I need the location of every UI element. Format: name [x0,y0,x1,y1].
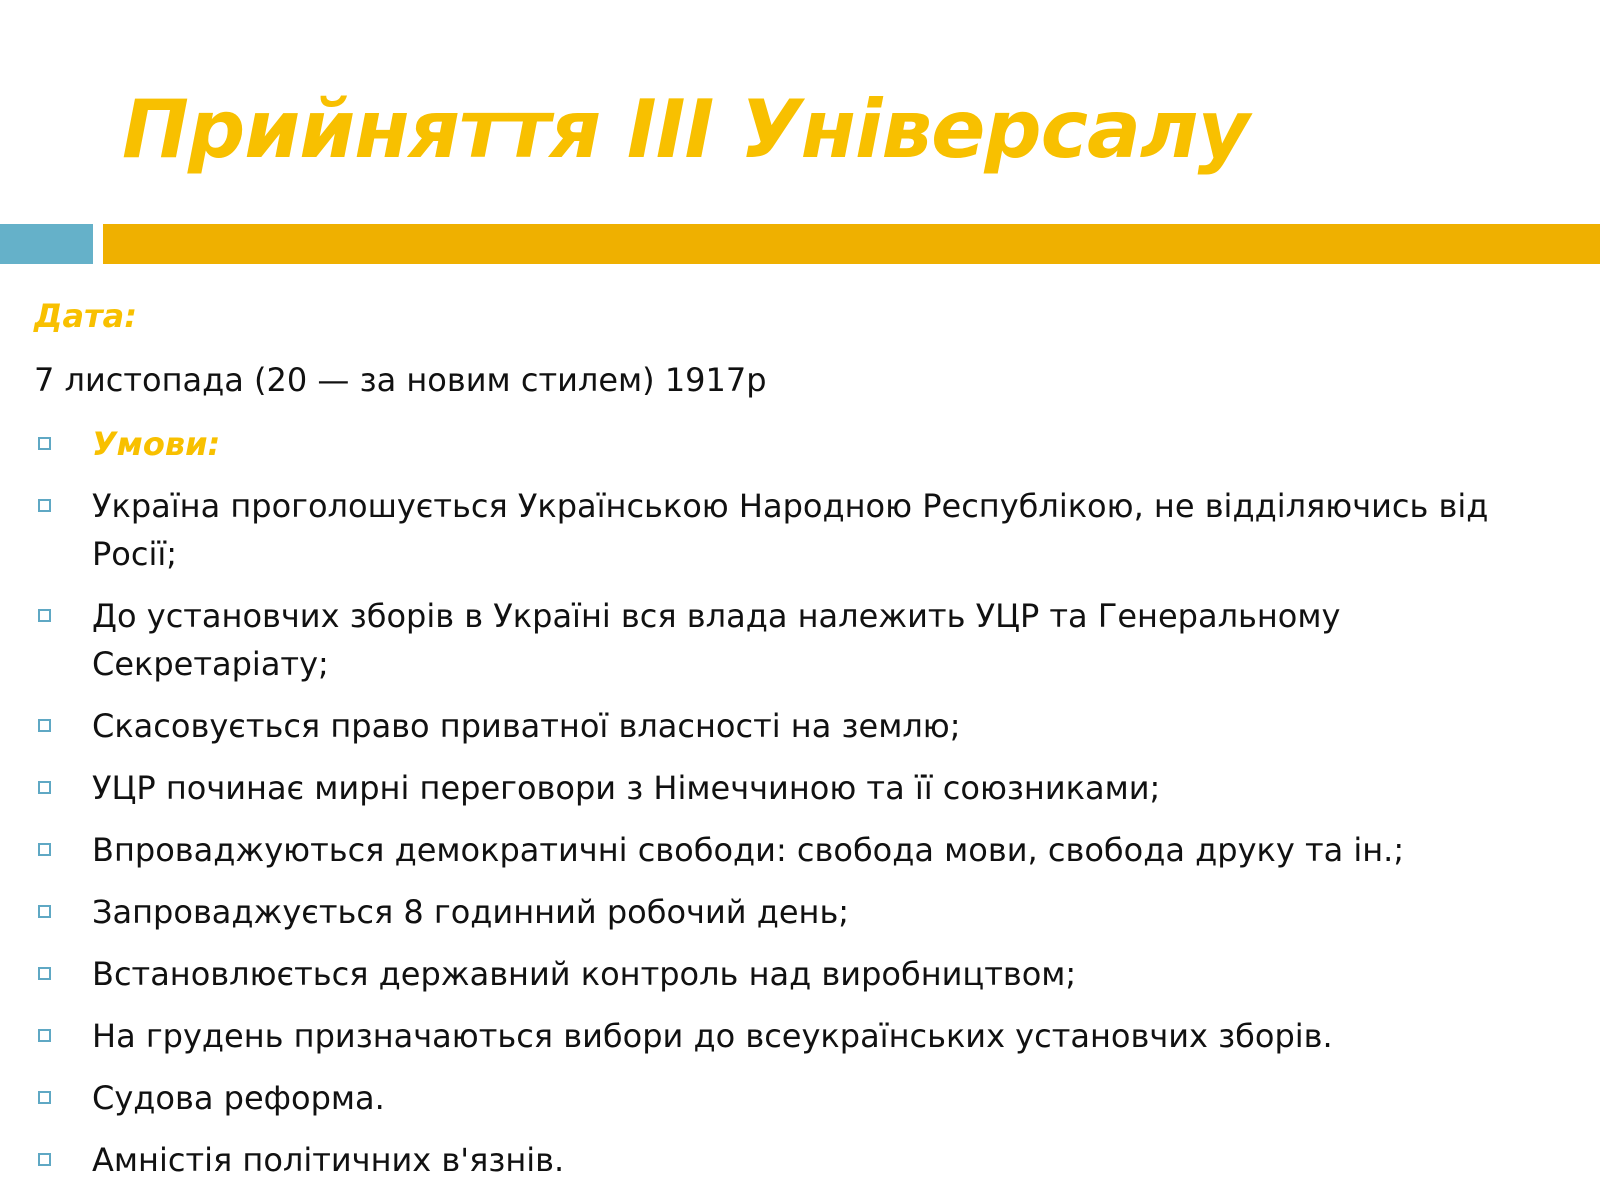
square-outline-bullet-icon [38,781,51,794]
list-item [34,1136,1554,1184]
square-outline-bullet-icon [38,437,51,450]
list-item [34,592,1554,688]
list-item-text: УЦР починає мирні переговори з Німеччиною та її союзниками; [92,769,1161,807]
square-outline-bullet-icon [38,843,51,856]
square-outline-bullet-icon [38,499,51,512]
list-item-text: Встановлюється державний контроль над виробництвом; [92,955,1077,993]
list-item-text: Судова реформа. [92,1079,385,1117]
conditions-list [34,420,1554,1184]
square-outline-bullet-icon [38,609,51,622]
list-item-text: На грудень призначаються вибори до всеукраїнських установчих зборів. [92,1017,1333,1055]
list-item [34,482,1554,578]
conditions-label: Умови: [92,425,221,463]
list-item [34,826,1554,874]
list-item-text: Скасовується право приватної власності на землю; [92,707,961,745]
square-outline-bullet-icon [38,1029,51,1042]
list-item-text: Амністія політичних в'язнів. [92,1141,565,1179]
square-outline-bullet-icon [38,1091,51,1104]
date-value: 7 листопада (20 — за новим стилем) 1917р [34,361,767,399]
list-item [34,950,1554,998]
list-item [34,702,1554,750]
list-item-text: Впроваджуються демократичні свободи: свобода мови, свобода друку та ін.; [92,831,1405,869]
square-outline-bullet-icon [38,719,51,732]
list-item-text: Запроваджується 8 годинний робочий день; [92,893,850,931]
square-outline-bullet-icon [38,1153,51,1166]
list-item [34,1012,1554,1060]
list-item [34,764,1554,812]
list-item [34,888,1554,936]
conditions-label-item [34,420,1554,468]
list-item [34,1074,1554,1122]
square-outline-bullet-icon [38,967,51,980]
accent-bar-gold [103,224,1600,264]
date-label: Дата: [34,297,138,335]
slide-body [34,292,1554,1198]
accent-bar-blue [0,224,93,264]
slide-title: Прийняття ІІІ Універсалу [122,83,1249,176]
square-outline-bullet-icon [38,905,51,918]
list-item-text: Україна проголошується Українською Народною Республікою, не відділяючись від Росії; [92,487,1489,573]
list-item-text: До установчих зборів в Україні вся влада належить УЦР та Генеральному Секретаріату; [92,597,1341,683]
